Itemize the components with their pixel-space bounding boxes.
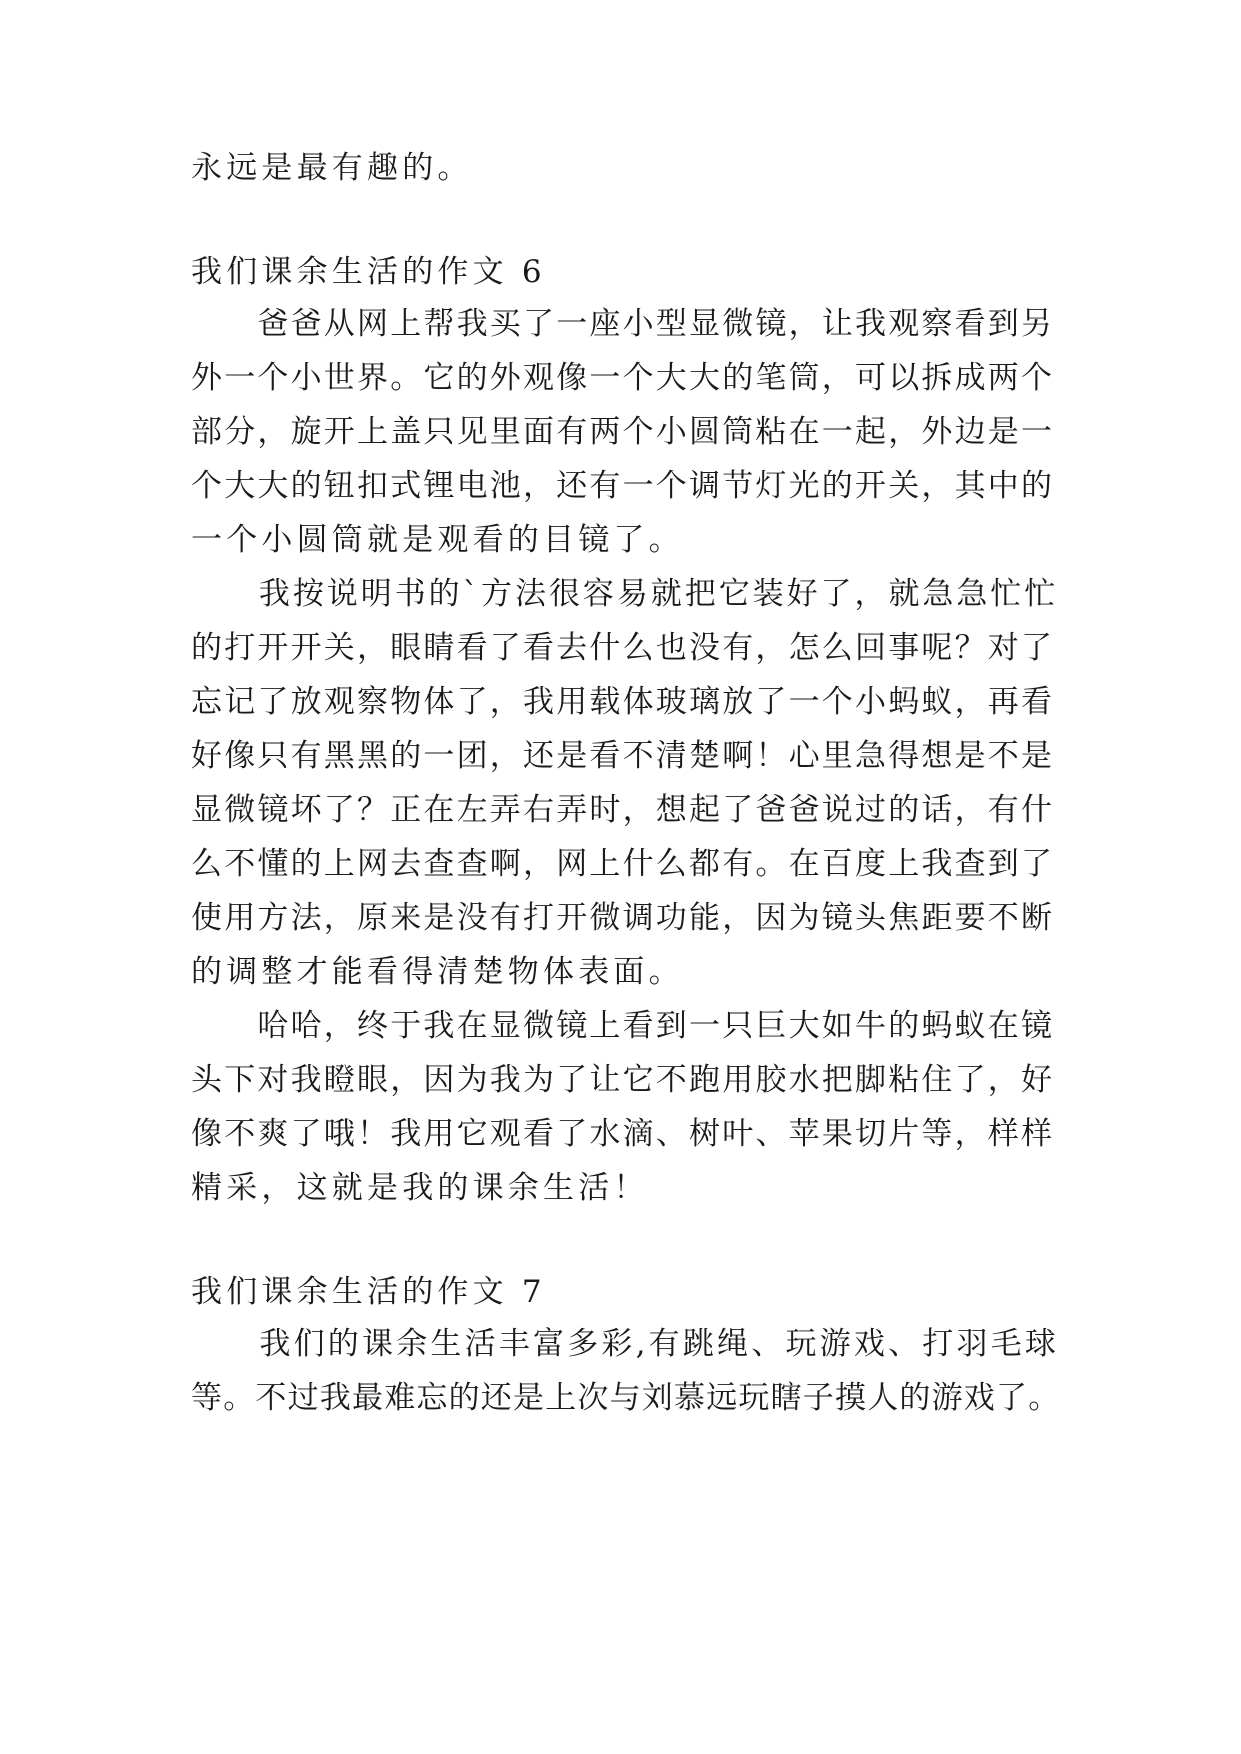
s6-p3-line-2: 头下对我瞪眼，因为我为了让它不跑用胶水把脚粘住了，好 bbox=[191, 1062, 1055, 1098]
s6-p2-line-3: 忘记了放观察物体了，我用载体玻璃放了一个小蚂蚁，再看 bbox=[191, 684, 1055, 720]
section-7-heading: 我们课余生活的作文 7 bbox=[191, 1274, 546, 1310]
s6-p2-line-7: 使用方法，原来是没有打开微调功能，因为镜头焦距要不断 bbox=[191, 900, 1055, 936]
s6-p2-line-2: 的打开开关，眼睛看了看去什么也没有，怎么回事呢？对了 bbox=[191, 630, 1055, 666]
s6-p2-line-8: 的调整才能看得清楚物体表面。 bbox=[191, 954, 684, 990]
s7-p1-line-1: 我们的课余生活丰富多彩,有跳绳、玩游戏、打羽毛球 bbox=[191, 1326, 1060, 1362]
s6-p1-line-3: 部分，旋开上盖只见里面有两个小圆筒粘在一起，外边是一 bbox=[191, 414, 1055, 450]
s6-p2-line-5: 显微镜坏了？正在左弄右弄时，想起了爸爸说过的话，有什 bbox=[191, 792, 1055, 828]
section-6-heading: 我们课余生活的作文 6 bbox=[191, 254, 546, 290]
s6-p3-line-3: 像不爽了哦！我用它观看了水滴、树叶、苹果切片等，样样 bbox=[191, 1116, 1055, 1152]
s6-p1-line-4: 个大大的钮扣式锂电池，还有一个调节灯光的开关，其中的 bbox=[191, 468, 1055, 504]
s6-p1-line-2: 外一个小世界。它的外观像一个大大的笔筒，可以拆成两个 bbox=[191, 360, 1055, 396]
intro-line-1: 永远是最有趣的。 bbox=[191, 150, 473, 186]
s6-p3-line-1: 哈哈，终于我在显微镜上看到一只巨大如牛的蚂蚁在镜 bbox=[191, 1008, 1055, 1044]
s6-p1-line-5: 一个小圆筒就是观看的目镜了。 bbox=[191, 522, 684, 558]
s7-p1-line-2: 等。不过我最难忘的还是上次与刘慕远玩瞎子摸人的游戏了。 bbox=[191, 1380, 1061, 1416]
s6-p3-line-4: 精采，这就是我的课余生活！ bbox=[191, 1170, 649, 1206]
s6-p2-line-4: 好像只有黑黑的一团，还是看不清楚啊！心里急得想是不是 bbox=[191, 738, 1055, 774]
s6-p1-line-1: 爸爸从网上帮我买了一座小型显微镜，让我观察看到另 bbox=[191, 306, 1055, 342]
s6-p2-line-6: 么不懂的上网去查查啊，网上什么都有。在百度上我查到了 bbox=[191, 846, 1055, 882]
s6-p2-line-1: 我按说明书的`方法很容易就把它装好了，就急急忙忙 bbox=[191, 576, 1059, 612]
